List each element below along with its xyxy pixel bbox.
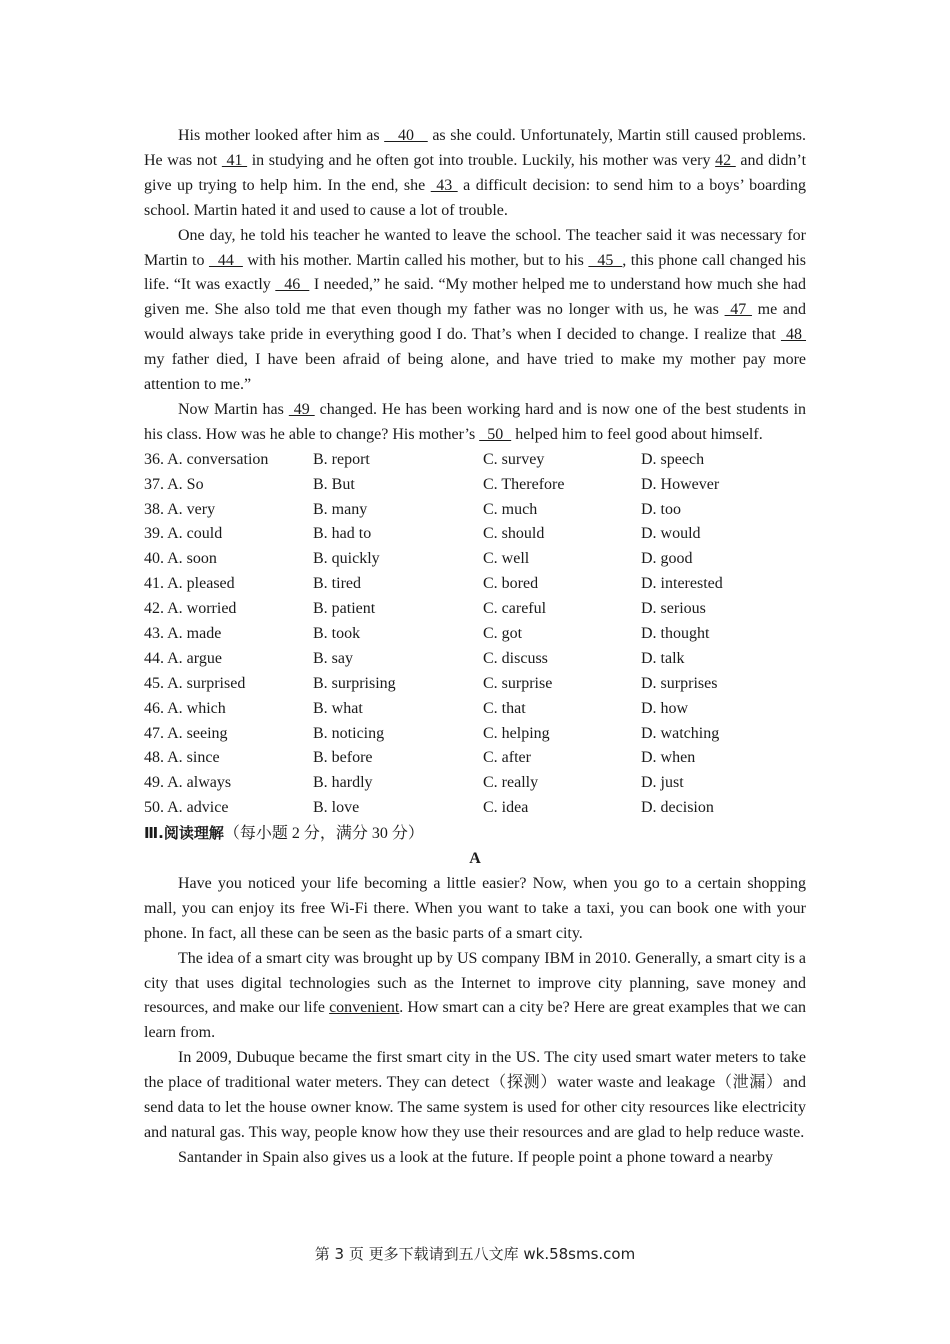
option-a: 48. A. since: [144, 749, 220, 767]
passage-title: A: [469, 850, 481, 868]
option-a: 44. A. argue: [144, 649, 222, 667]
option-c: C. careful: [483, 600, 547, 618]
option-row: [144, 448, 806, 473]
option-d: D. good: [641, 550, 693, 568]
page-content: [144, 124, 806, 1171]
text: with his mother. Martin called his mother, but to his: [242, 251, 589, 269]
option-d: D. thought: [641, 625, 710, 643]
option-b: B. surprising: [313, 674, 396, 692]
text: One day, he told his teacher he wanted to leave the school. The teacher said it was necessary for Martin to: [144, 226, 806, 269]
option-b: B. what: [313, 699, 363, 717]
text: The idea of a smart city was brought up by US company IBM in 2010. Generally, a smart city is a city that uses digital technologies such as the Internet to improve city planning, save money and resources, and make our life: [144, 949, 806, 1017]
option-c: C. survey: [483, 450, 545, 468]
text: in studying and he often got into trouble. Luckily, his mother was very: [247, 151, 716, 169]
option-row: [144, 547, 806, 572]
text: His mother looked after him as: [178, 127, 385, 144]
option-a: 36. A. conversation: [144, 450, 269, 468]
reading-paragraph-1: Have you noticed your life becoming a little easier? Now, when you go to a certain shopping mall, you can enjoy its free Wi-Fi there. When you want to take a taxi, you can book one with your phone. In fact, all these can be seen as the basic parts of a smart city.: [144, 874, 806, 942]
option-c: C. discuss: [483, 649, 548, 667]
option-row: [144, 796, 806, 821]
option-a: 46. A. which: [144, 699, 226, 717]
cloze-paragraph-3: [144, 398, 806, 448]
blank-45: 45: [588, 251, 623, 269]
option-c: C. after: [483, 749, 531, 767]
option-c: C. Therefore: [483, 475, 565, 493]
option-a: 47. A. seeing: [144, 724, 228, 742]
blank-47: 47: [724, 301, 752, 319]
option-d: D. However: [641, 475, 720, 493]
option-row: [144, 672, 806, 697]
option-b: B. tired: [313, 575, 361, 593]
blank-49: 49: [288, 400, 315, 418]
option-d: D. when: [641, 749, 696, 767]
reading-paragraph-3: In 2009, Dubuque became the first smart city in the US. The city used smart water meters to take the place of traditional water meters. They can detect（探测）water waste and leakage（泄漏）and send data to let the house owner know. The same system is used for other city resources like electricity and natural gas. This way, people know how they use their resources and are glad to help reduce waste.: [144, 1049, 806, 1142]
blank-48: 48: [780, 326, 807, 344]
reading-paragraph-4: Santander in Spain also gives us a look at the future. If people point a phone toward a nearby: [178, 1148, 773, 1166]
option-d: D. interested: [641, 575, 723, 593]
option-row: [144, 597, 806, 622]
option-b: B. But: [313, 475, 355, 493]
page-footer: 第 3 页 更多下载请到五八文库 wk.58sms.com: [314, 1245, 636, 1263]
option-a: 40. A. soon: [144, 550, 217, 568]
option-c: C. should: [483, 525, 545, 543]
option-d: D. speech: [641, 450, 705, 468]
cloze-paragraph-2: [144, 224, 806, 398]
option-d: D. decision: [641, 799, 714, 817]
text: and didn’t give up trying to help him. In the end, she: [144, 151, 807, 194]
option-a: 43. A. made: [144, 625, 222, 643]
option-b: B. say: [313, 649, 353, 667]
cloze-paragraph-1: [144, 124, 806, 224]
text: Now Martin has: [178, 400, 289, 418]
option-b: B. had to: [313, 525, 372, 543]
option-b: B. patient: [313, 600, 376, 618]
option-a: 39. A. could: [144, 525, 223, 543]
blank-40: 40: [384, 127, 428, 144]
option-row: [144, 522, 806, 547]
text: as she could. Unfortunately, Martin still caused problems. He was not: [144, 127, 807, 169]
underlined-word: convenient: [329, 999, 400, 1017]
option-row: [144, 746, 806, 771]
option-b: B. before: [313, 749, 373, 767]
option-c: C. got: [483, 625, 523, 643]
option-row: [144, 498, 806, 523]
option-row: [144, 722, 806, 747]
option-d: D. talk: [641, 649, 685, 667]
blank-50: 50: [479, 425, 512, 443]
option-d: D. surprises: [641, 674, 718, 692]
text: . How smart can a city be? Here are great examples that we can learn from.: [144, 999, 806, 1042]
option-d: D. just: [641, 774, 684, 792]
option-c: C. much: [483, 500, 538, 518]
blank-43: 43: [430, 176, 458, 194]
option-b: B. hardly: [313, 774, 373, 792]
option-a: 37. A. So: [144, 475, 204, 493]
option-a: 38. A. very: [144, 500, 216, 518]
option-c: C. helping: [483, 724, 550, 742]
section-note: （每小题 2 分，满分 30 分）: [223, 825, 424, 843]
option-c: C. well: [483, 550, 530, 568]
text: I needed,” he said. “My mother helped me to understand how much she had given me. She also told me that even though my father was no longer with us, he was: [144, 276, 806, 319]
option-row: [144, 572, 806, 597]
option-b: B. many: [313, 500, 368, 518]
option-b: B. report: [313, 450, 370, 468]
option-d: D. would: [641, 525, 701, 543]
section-heading: [144, 821, 806, 847]
option-a: 45. A. surprised: [144, 674, 246, 692]
text: a difficult decision: to send him to a boys’ boarding school. Martin hated it and used to cause a lot of trouble.: [144, 176, 807, 219]
option-c: C. idea: [483, 799, 529, 817]
option-row: [144, 622, 806, 647]
blank-46: 46: [275, 276, 310, 294]
option-a: 42. A. worried: [144, 600, 237, 618]
text: my father died, I have been afraid of being alone, and have tried to make my mother pay more attention to me.”: [144, 351, 806, 394]
option-row: [144, 647, 806, 672]
option-b: B. noticing: [313, 724, 385, 742]
option-d: D. serious: [641, 600, 706, 618]
option-b: B. love: [313, 799, 360, 817]
blank-42: 42: [715, 151, 736, 169]
option-d: D. watching: [641, 724, 720, 742]
text: , this phone call changed his life. “It was exactly: [144, 251, 806, 294]
text: helped him to feel good about himself.: [511, 425, 763, 443]
option-a: 49. A. always: [144, 774, 232, 792]
option-row: [144, 473, 806, 498]
option-c: C. really: [483, 774, 539, 792]
reading-paragraph-2: [144, 947, 806, 1047]
option-c: C. bored: [483, 575, 539, 593]
option-b: B. quickly: [313, 550, 380, 568]
option-a: 41. A. pleased: [144, 575, 235, 593]
option-d: D. how: [641, 699, 689, 717]
option-b: B. took: [313, 625, 361, 643]
option-row: [144, 697, 806, 722]
option-row: [144, 771, 806, 796]
option-c: C. surprise: [483, 674, 553, 692]
option-d: D. too: [641, 500, 681, 518]
blank-44: 44: [208, 251, 243, 269]
option-c: C. that: [483, 699, 526, 717]
option-a: 50. A. advice: [144, 799, 229, 817]
text: me and would always take pride in everything good I do. That’s when I decided to change. I realize that: [144, 301, 807, 344]
options-table: [144, 448, 806, 821]
text: changed. He has been working hard and is now one of the best students in his class. How was he able to change? His mother’s: [144, 400, 807, 443]
section-label: Ⅲ.阅读理解: [144, 824, 224, 843]
blank-41: 41: [221, 151, 248, 169]
